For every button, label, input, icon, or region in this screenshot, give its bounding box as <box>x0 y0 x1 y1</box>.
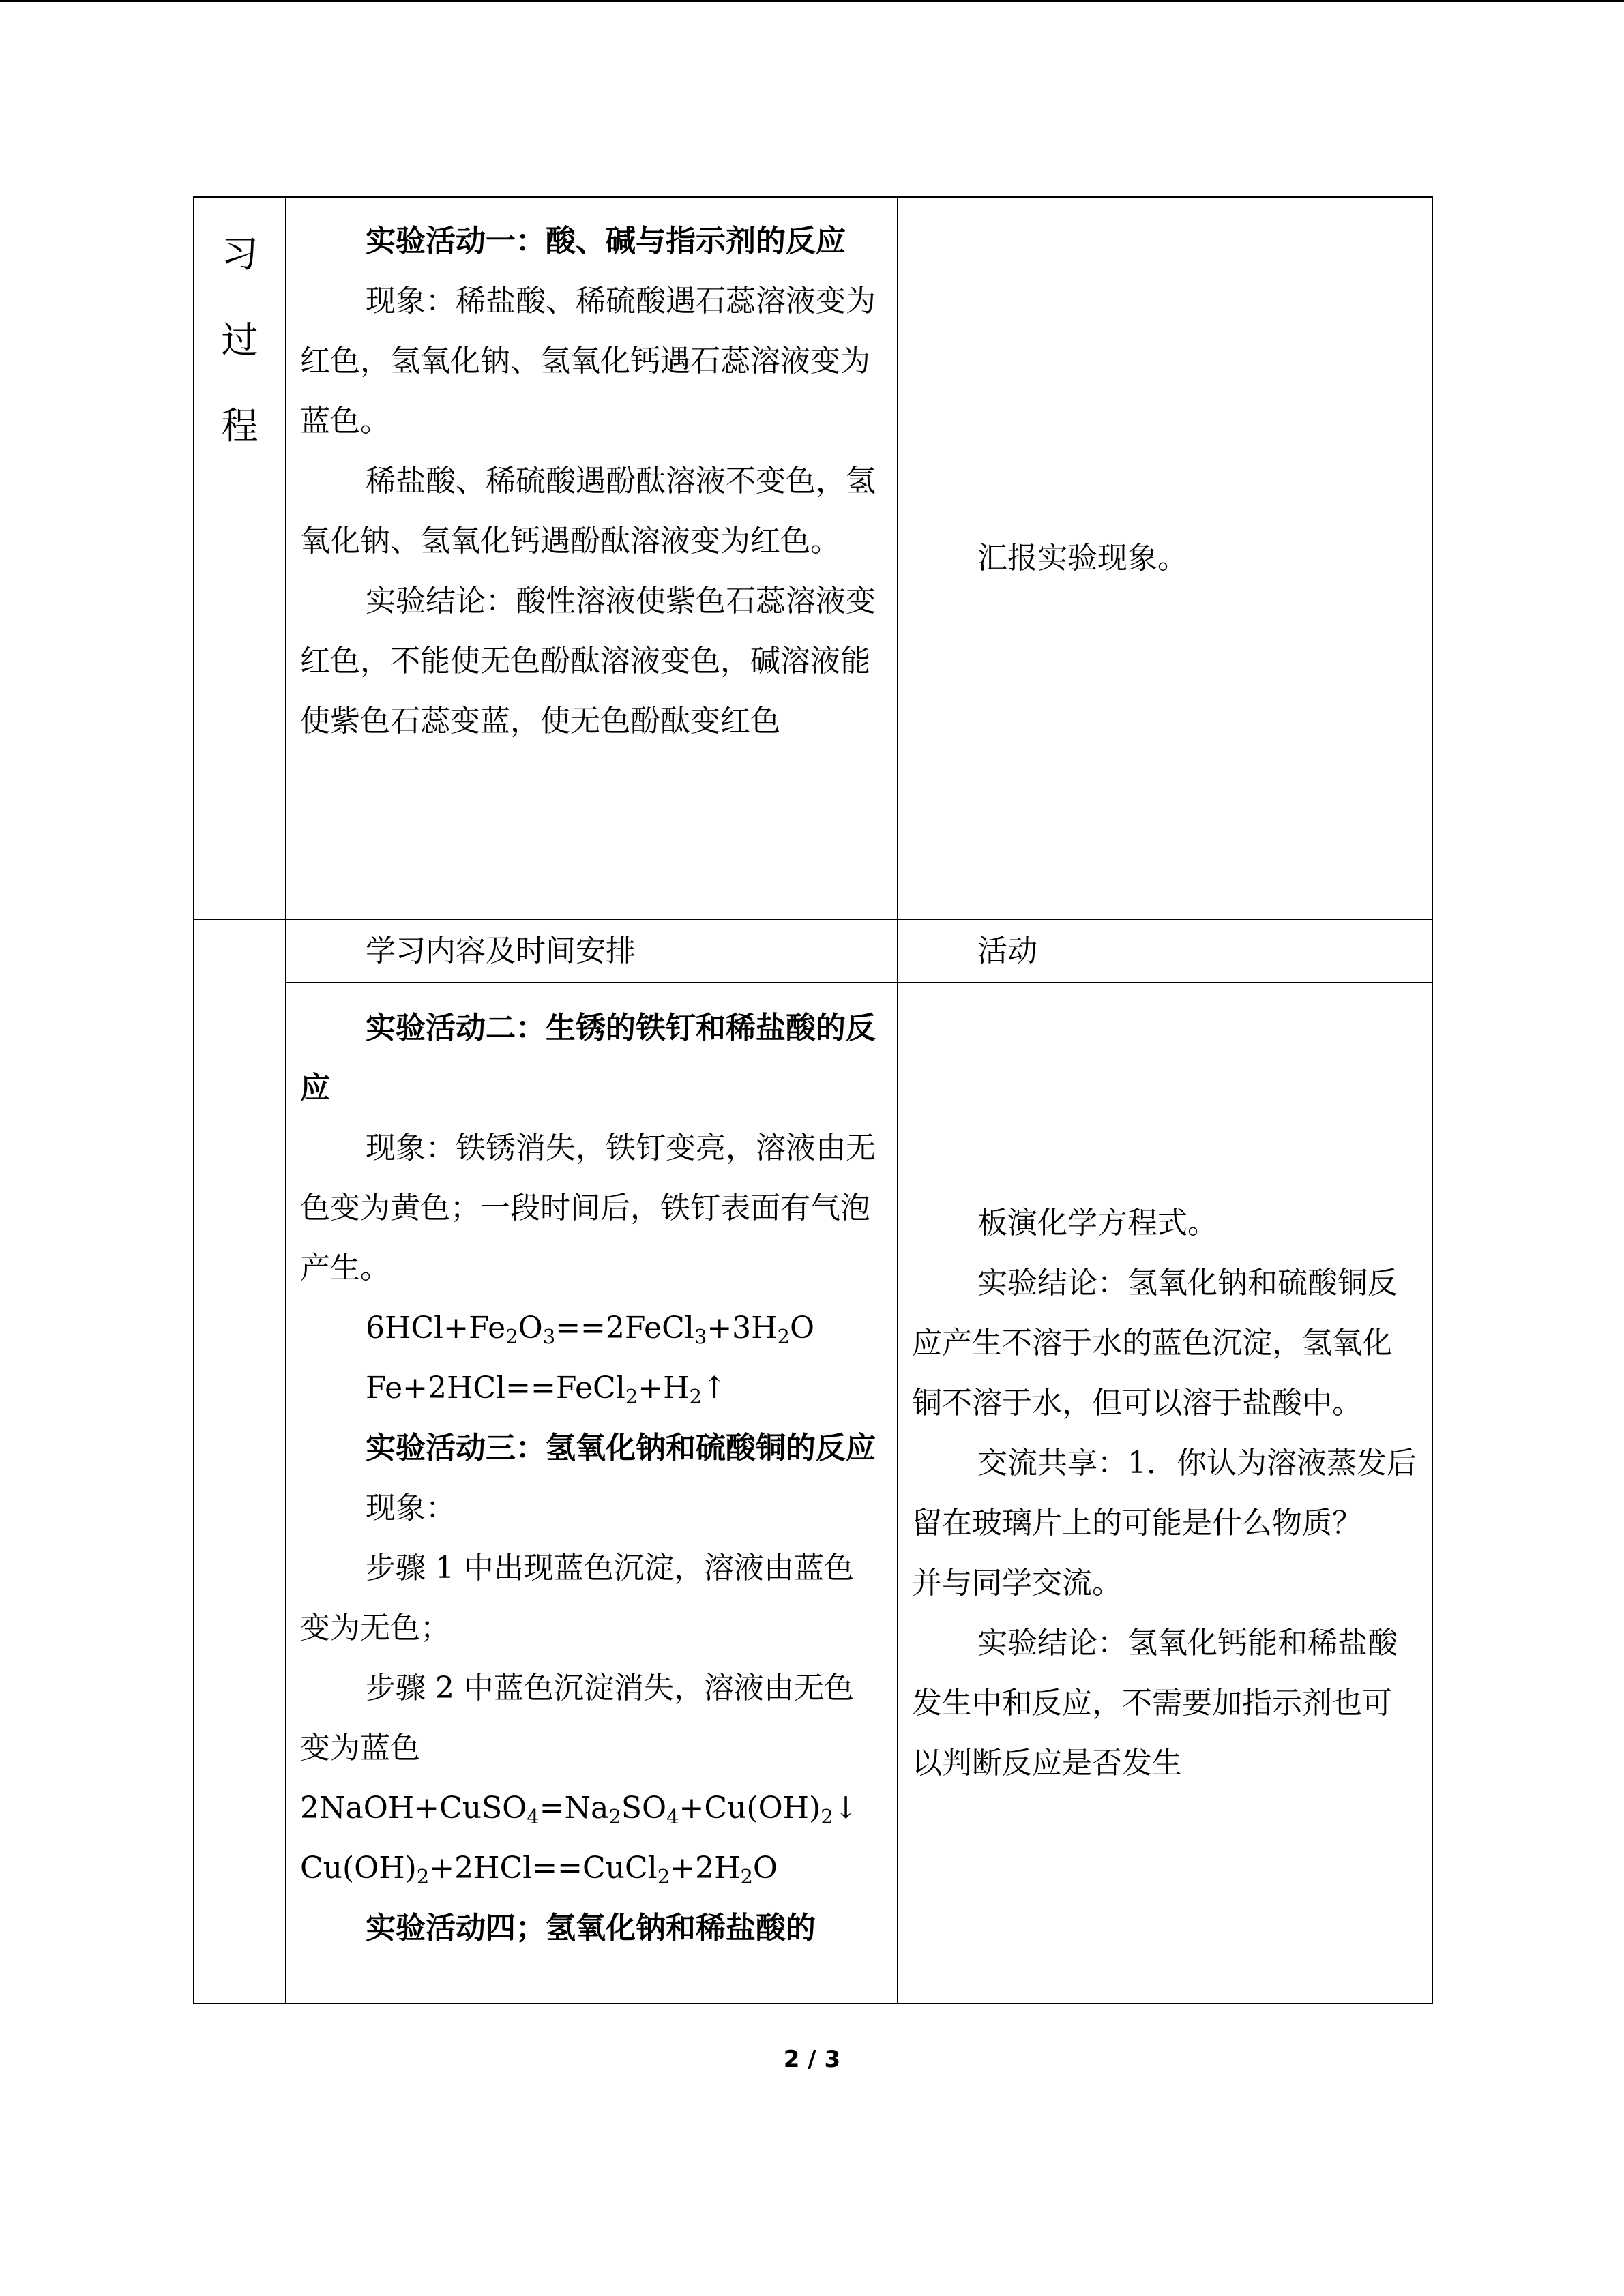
conclusion-neutralization-text: 实验结论：氢氧化钙能和稀盐酸发生中和反应，不需要加指示剂也可以判断反应是否发生 <box>912 1625 1398 1780</box>
page-number: 2 / 3 <box>783 2046 841 2073</box>
header-activity-label: 活动 <box>977 933 1037 968</box>
side-label-char: 过 <box>221 318 259 361</box>
header-activity <box>898 919 1432 983</box>
table-header-row <box>194 919 1432 983</box>
activity-4-title: 实验活动四；氢氧化钠和稀盐酸的 <box>366 1911 816 1945</box>
header-content-label: 学习内容及时间安排 <box>366 933 636 968</box>
equation-4: $Cu(OH)_2+2HCl==CuCl_2+2H_2O$ <box>300 1851 778 1889</box>
activity-cell-1 <box>898 197 1432 919</box>
activity-cell-2-4 <box>898 983 1432 2003</box>
activity-3-step-2: 步骤 2 中蓝色沉淀消失，溶液由无色变为蓝色 <box>300 1671 854 1765</box>
table-row-activity-1 <box>194 197 1432 919</box>
exchange-share-text: 交流共享：1．你认为溶液蒸发后留在玻璃片上的可能是什么物质？ <box>912 1445 1417 1540</box>
equation-2: $Fe+2HCl==FeCl_2+H_2↑$ <box>366 1371 727 1409</box>
activity-3-title: 实验活动三：氢氧化钠和硫酸铜的反应 <box>366 1431 876 1465</box>
activity-3-phenomenon-label: 现象： <box>366 1491 456 1525</box>
exchange-with-classmates-text: 并与同学交流。 <box>912 1565 1122 1600</box>
activity-2-title: 实验活动二：生锈的铁钉和稀盐酸的反应 <box>300 1011 876 1105</box>
activity-1-conclusion: 实验结论：酸性溶液使紫色石蕊溶液变红色，不能使无色酚酞溶液变色，碱溶液能使紫色石蕊变蓝，使无色酚酞变红色 <box>300 584 876 739</box>
content-cell-activity-2-4 <box>286 983 898 2003</box>
page-top-border <box>0 0 1624 2</box>
side-empty-cell <box>194 919 286 2003</box>
lesson-plan-table <box>193 196 1433 2004</box>
activity-1-phenomenon: 现象：稀盐酸、稀硫酸遇石蕊溶液变为红色，氢氧化钠、氢氧化钙遇石蕊溶液变为蓝色。 <box>300 284 876 438</box>
activity-1-title: 实验活动一：酸、碱与指示剂的反应 <box>366 224 846 258</box>
side-label-char: 程 <box>221 404 259 447</box>
report-phenomenon-text: 汇报实验现象。 <box>977 540 1187 576</box>
activity-1-phenolphthalein: 稀盐酸、稀硫酸遇酚酞溶液不变色，氢氧化钠、氢氧化钙遇酚酞溶液变为红色。 <box>300 464 876 558</box>
activity-3-step-1: 步骤 1 中出现蓝色沉淀，溶液由蓝色变为无色； <box>300 1551 854 1645</box>
equation-1: $6HCl+Fe_2O_3==2FeCl_3+3H_2O$ <box>366 1311 815 1349</box>
conclusion-copper-text: 实验结论：氢氧化钠和硫酸铜反应产生不溶于水的蓝色沉淀，氢氧化铜不溶于水，但可以溶于盐酸中。 <box>912 1265 1398 1420</box>
table-row-activity-2-4 <box>194 983 1432 2003</box>
side-label-char: 习 <box>221 233 259 275</box>
board-equation-text: 板演化学方程式。 <box>977 1205 1217 1240</box>
header-content <box>286 919 898 983</box>
side-label-cell <box>194 197 286 919</box>
content-cell-activity-1 <box>286 197 898 919</box>
equation-3: $2NaOH+CuSO_4=Na_2SO_4+Cu(OH)_2↓$ <box>300 1791 859 1829</box>
activity-2-phenomenon: 现象：铁锈消失，铁钉变亮，溶液由无色变为黄色；一段时间后，铁钉表面有气泡产生。 <box>300 1131 876 1285</box>
